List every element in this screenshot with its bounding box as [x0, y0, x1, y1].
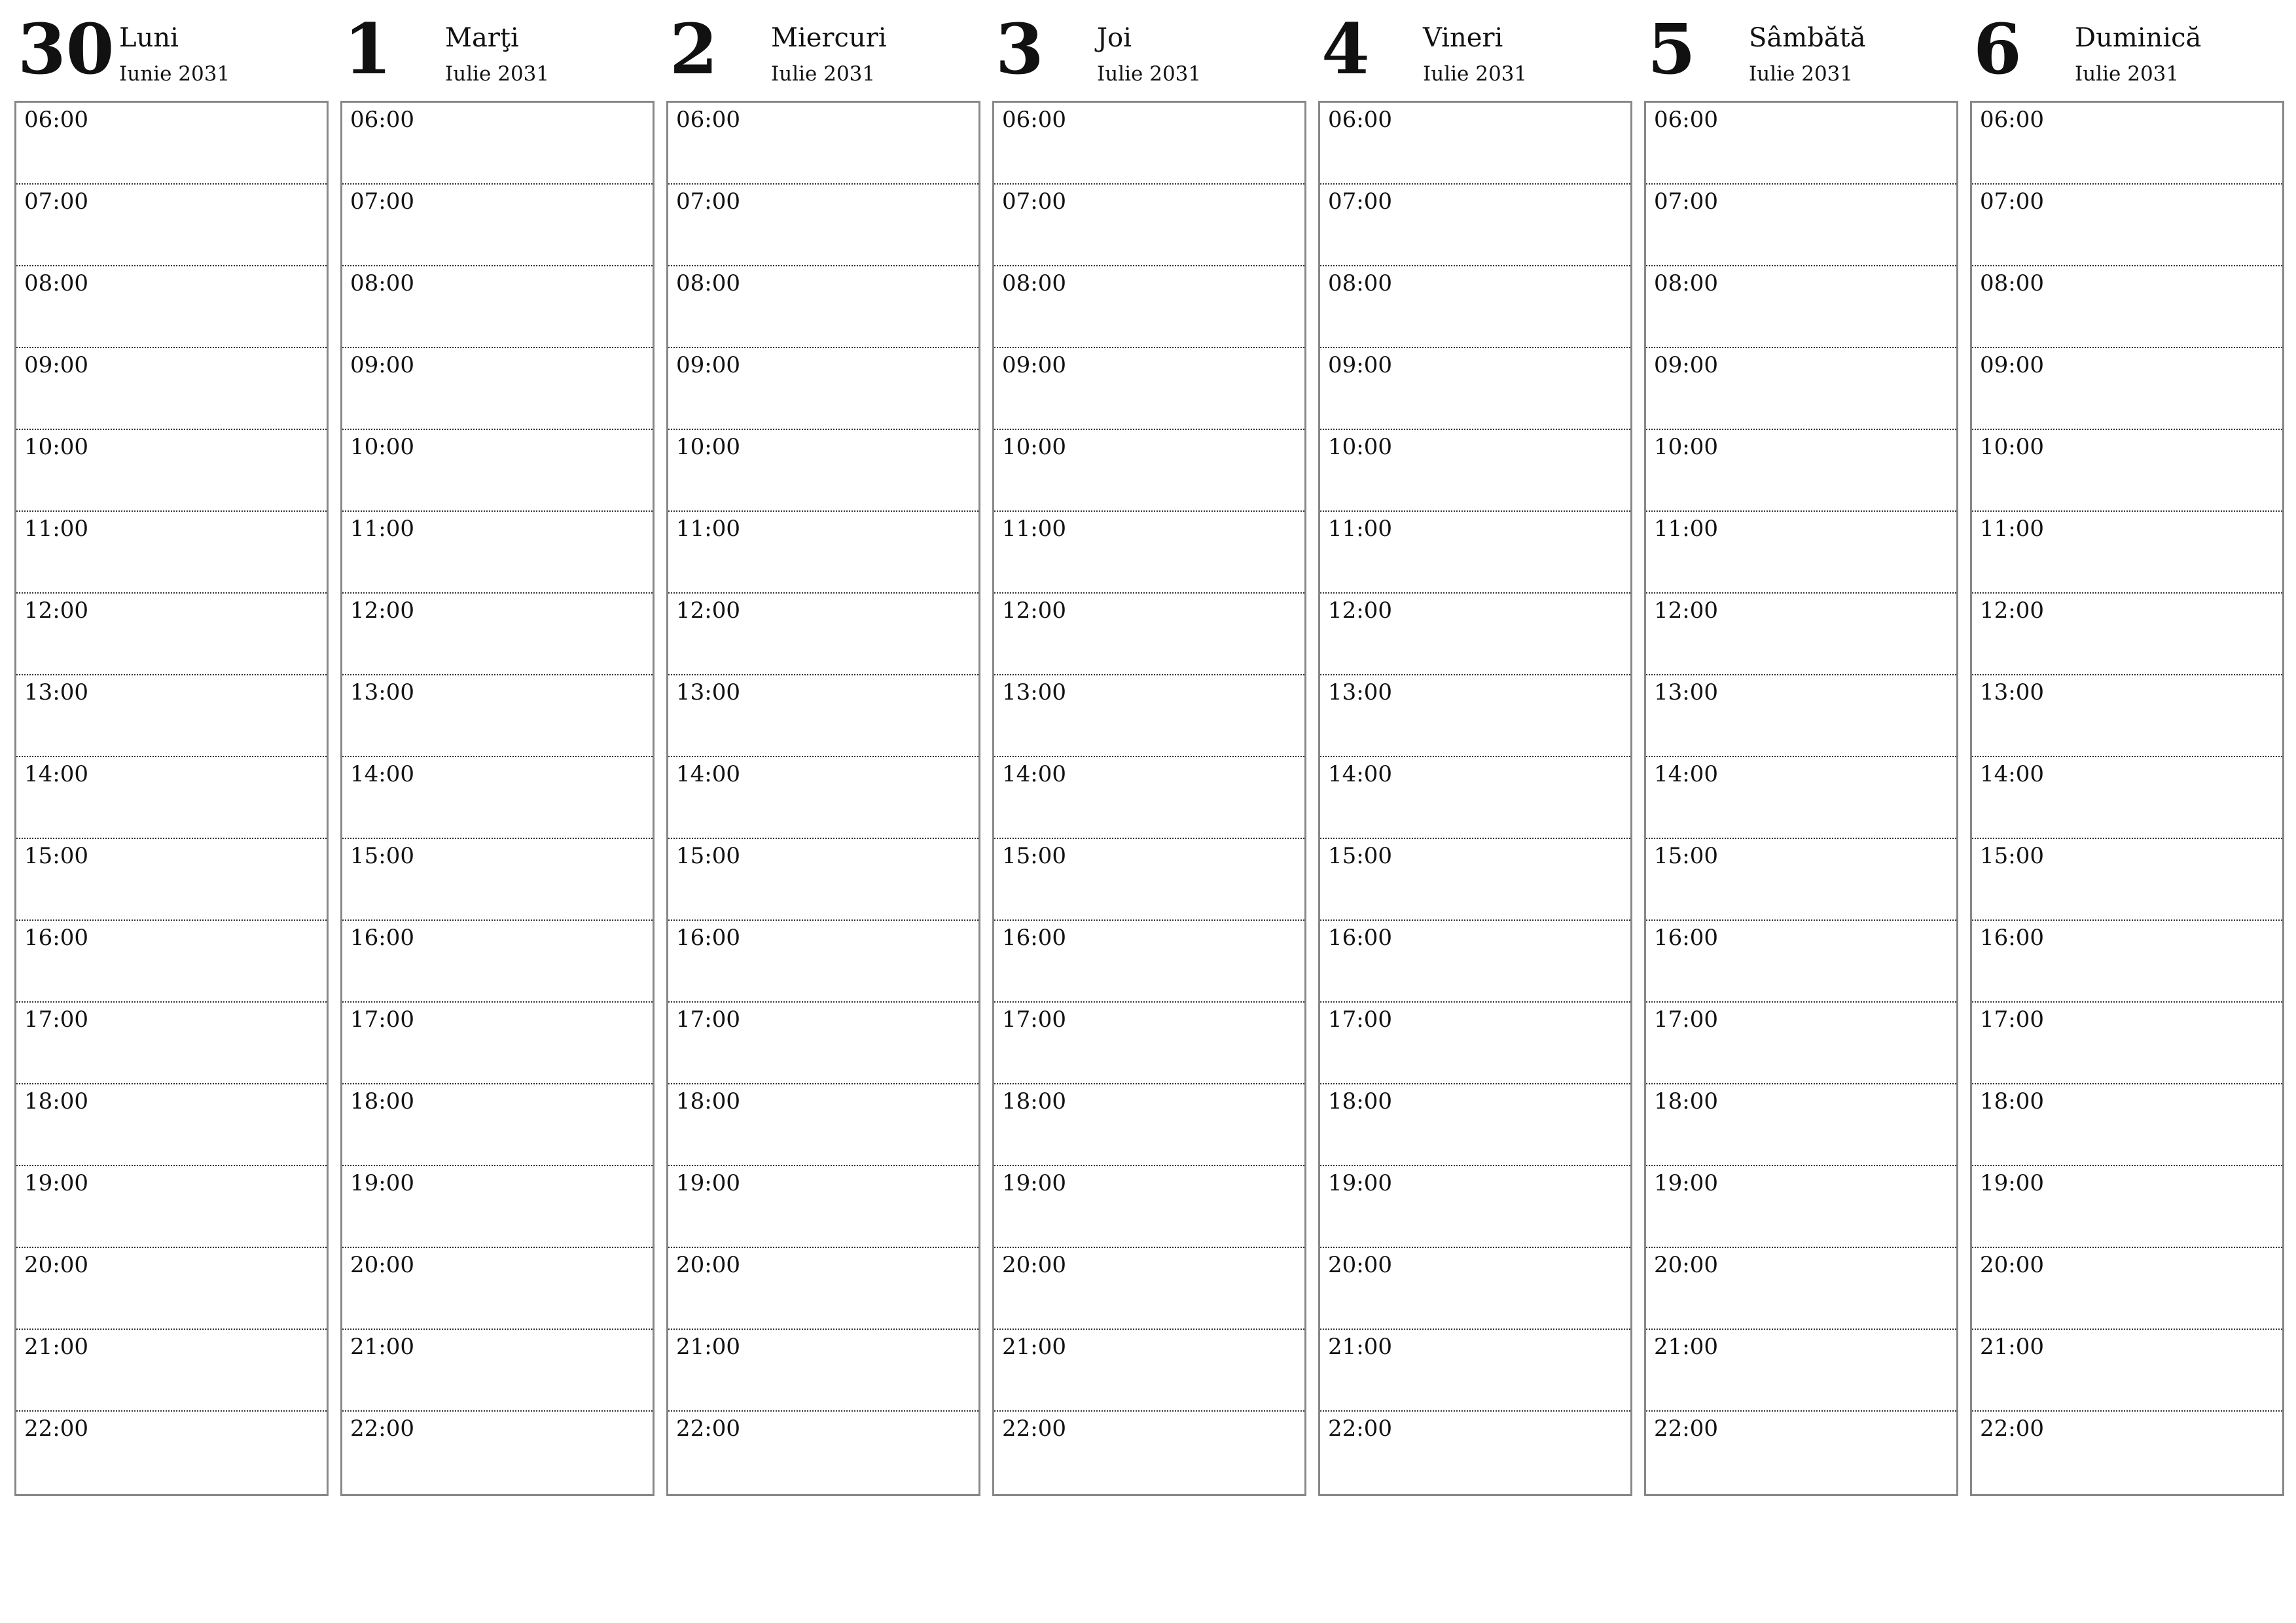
- hour-label: 09:00: [24, 352, 88, 378]
- hour-slot[interactable]: [1646, 185, 1956, 266]
- hour-slot[interactable]: [1646, 1330, 1956, 1412]
- hour-label: 06:00: [1654, 107, 1718, 133]
- hour-slot[interactable]: [994, 185, 1304, 266]
- hour-label: 08:00: [1328, 270, 1392, 296]
- hour-slot[interactable]: [994, 1248, 1304, 1330]
- hour-label: 13:00: [1980, 679, 2044, 705]
- day-header: [14, 0, 327, 98]
- day-header: [1970, 0, 2283, 98]
- hour-label: 21:00: [1654, 1334, 1718, 1360]
- hour-grid: [14, 101, 329, 1496]
- day-number: 3: [996, 8, 1044, 90]
- hour-label: 16:00: [1002, 925, 1066, 951]
- hour-slot[interactable]: [994, 103, 1304, 185]
- month-year: Iulie 2031: [1423, 62, 1528, 86]
- hour-slot[interactable]: [1972, 185, 2282, 266]
- hour-slot[interactable]: [994, 512, 1304, 594]
- hour-label: 08:00: [24, 270, 88, 296]
- hour-slot[interactable]: [16, 185, 327, 266]
- hour-slot[interactable]: [1646, 594, 1956, 675]
- hour-slot[interactable]: [1646, 512, 1956, 594]
- hour-label: 14:00: [1980, 761, 2044, 787]
- day-column: [1644, 0, 1957, 1442]
- hour-slot[interactable]: [342, 185, 653, 266]
- hour-label: 22:00: [1980, 1416, 2044, 1442]
- hour-label: 07:00: [24, 188, 88, 215]
- day-number: 5: [1647, 8, 1696, 90]
- hour-label: 19:00: [676, 1170, 740, 1196]
- hour-label: 14:00: [1654, 761, 1718, 787]
- hour-label: 06:00: [1980, 107, 2044, 133]
- hour-slot[interactable]: [1320, 1412, 1630, 1493]
- hour-slot[interactable]: [1972, 1166, 2282, 1248]
- hour-slot[interactable]: [342, 266, 653, 348]
- hour-label: 13:00: [1328, 679, 1392, 705]
- hour-slot[interactable]: [1972, 757, 2282, 839]
- hour-slot[interactable]: [1972, 675, 2282, 757]
- hour-slot[interactable]: [668, 512, 978, 594]
- hour-label: 11:00: [1328, 516, 1392, 542]
- hour-slot[interactable]: [994, 1084, 1304, 1166]
- hour-slot[interactable]: [1646, 430, 1956, 512]
- hour-label: 11:00: [350, 516, 414, 542]
- hour-label: 10:00: [1002, 434, 1066, 460]
- hour-label: 12:00: [1654, 597, 1718, 624]
- hour-label: 19:00: [1002, 1170, 1066, 1196]
- hour-label: 11:00: [1980, 516, 2044, 542]
- day-header: [1318, 0, 1631, 98]
- hour-slot[interactable]: [994, 266, 1304, 348]
- hour-label: 13:00: [350, 679, 414, 705]
- hour-label: 07:00: [1980, 188, 2044, 215]
- month-year: Iulie 2031: [2075, 62, 2179, 86]
- hour-label: 18:00: [1328, 1088, 1392, 1115]
- hour-slot[interactable]: [1972, 1248, 2282, 1330]
- hour-label: 16:00: [1328, 925, 1392, 951]
- hour-label: 15:00: [350, 843, 414, 869]
- hour-label: 09:00: [350, 352, 414, 378]
- hour-slot[interactable]: [994, 839, 1304, 921]
- hour-label: 15:00: [24, 843, 88, 869]
- hour-slot[interactable]: [16, 430, 327, 512]
- hour-label: 19:00: [1328, 1170, 1392, 1196]
- hour-slot[interactable]: [1320, 430, 1630, 512]
- hour-label: 07:00: [350, 188, 414, 215]
- hour-label: 07:00: [676, 188, 740, 215]
- hour-grid: [1318, 101, 1632, 1496]
- hour-grid: [666, 101, 980, 1496]
- hour-slot[interactable]: [668, 1412, 978, 1493]
- hour-slot[interactable]: [16, 348, 327, 430]
- day-header: [666, 0, 979, 98]
- hour-slot[interactable]: [1972, 594, 2282, 675]
- hour-slot[interactable]: [1320, 348, 1630, 430]
- hour-label: 14:00: [1328, 761, 1392, 787]
- hour-label: 12:00: [1002, 597, 1066, 624]
- hour-label: 07:00: [1654, 188, 1718, 215]
- hour-slot[interactable]: [1320, 1330, 1630, 1412]
- hour-slot[interactable]: [1972, 103, 2282, 185]
- hour-label: 08:00: [1002, 270, 1066, 296]
- hour-slot[interactable]: [342, 757, 653, 839]
- hour-label: 09:00: [676, 352, 740, 378]
- day-number: 6: [1973, 8, 2022, 90]
- hour-slot[interactable]: [16, 757, 327, 839]
- hour-slot[interactable]: [1972, 1084, 2282, 1166]
- hour-slot[interactable]: [994, 348, 1304, 430]
- hour-label: 17:00: [1980, 1007, 2044, 1033]
- hour-label: 22:00: [1002, 1416, 1066, 1442]
- hour-label: 21:00: [1002, 1334, 1066, 1360]
- hour-slot[interactable]: [342, 839, 653, 921]
- hour-label: 11:00: [676, 516, 740, 542]
- hour-label: 22:00: [350, 1416, 414, 1442]
- day-header: [340, 0, 653, 98]
- day-header: [992, 0, 1305, 98]
- hour-slot[interactable]: [1320, 512, 1630, 594]
- hour-slot[interactable]: [16, 266, 327, 348]
- hour-label: 15:00: [1002, 843, 1066, 869]
- hour-label: 14:00: [350, 761, 414, 787]
- day-column: [14, 0, 327, 1442]
- hour-slot[interactable]: [1646, 839, 1956, 921]
- day-column: [1970, 0, 2283, 1442]
- hour-label: 20:00: [1328, 1252, 1392, 1278]
- hour-slot[interactable]: [16, 1166, 327, 1248]
- hour-label: 21:00: [24, 1334, 88, 1360]
- hour-label: 16:00: [1654, 925, 1718, 951]
- hour-slot[interactable]: [994, 594, 1304, 675]
- day-column: [666, 0, 979, 1442]
- hour-slot[interactable]: [1320, 266, 1630, 348]
- hour-slot[interactable]: [1320, 1003, 1630, 1084]
- hour-slot[interactable]: [342, 430, 653, 512]
- hour-label: 19:00: [1980, 1170, 2044, 1196]
- hour-slot[interactable]: [668, 1166, 978, 1248]
- hour-label: 16:00: [1980, 925, 2044, 951]
- hour-label: 11:00: [24, 516, 88, 542]
- hour-slot[interactable]: [1972, 921, 2282, 1003]
- hour-slot[interactable]: [994, 1412, 1304, 1493]
- month-year: Iulie 2031: [445, 62, 550, 86]
- hour-label: 08:00: [1654, 270, 1718, 296]
- hour-slot[interactable]: [1320, 675, 1630, 757]
- hour-slot[interactable]: [1320, 103, 1630, 185]
- hour-slot[interactable]: [1646, 348, 1956, 430]
- hour-slot[interactable]: [342, 1003, 653, 1084]
- hour-slot[interactable]: [16, 1084, 327, 1166]
- hour-label: 13:00: [676, 679, 740, 705]
- hour-slot[interactable]: [668, 839, 978, 921]
- hour-label: 21:00: [676, 1334, 740, 1360]
- month-year: Iunie 2031: [119, 62, 230, 86]
- hour-slot[interactable]: [1646, 757, 1956, 839]
- hour-label: 17:00: [350, 1007, 414, 1033]
- hour-label: 07:00: [1002, 188, 1066, 215]
- hour-label: 06:00: [1328, 107, 1392, 133]
- hour-slot[interactable]: [668, 675, 978, 757]
- hour-label: 18:00: [1002, 1088, 1066, 1115]
- hour-label: 16:00: [350, 925, 414, 951]
- hour-slot[interactable]: [668, 1248, 978, 1330]
- hour-label: 20:00: [676, 1252, 740, 1278]
- hour-slot[interactable]: [342, 594, 653, 675]
- hour-slot[interactable]: [1320, 839, 1630, 921]
- hour-label: 07:00: [1328, 188, 1392, 215]
- hour-label: 21:00: [1980, 1334, 2044, 1360]
- hour-label: 17:00: [676, 1007, 740, 1033]
- hour-slot[interactable]: [1320, 1248, 1630, 1330]
- hour-slot[interactable]: [342, 1084, 653, 1166]
- hour-label: 15:00: [1654, 843, 1718, 869]
- hour-label: 14:00: [1002, 761, 1066, 787]
- hour-label: 09:00: [1328, 352, 1392, 378]
- day-column: [1318, 0, 1631, 1442]
- hour-slot[interactable]: [16, 1003, 327, 1084]
- hour-label: 17:00: [1328, 1007, 1392, 1033]
- hour-label: 14:00: [676, 761, 740, 787]
- hour-slot[interactable]: [994, 675, 1304, 757]
- hour-label: 12:00: [24, 597, 88, 624]
- hour-label: 12:00: [1328, 597, 1392, 624]
- hour-slot[interactable]: [668, 103, 978, 185]
- hour-slot[interactable]: [342, 348, 653, 430]
- hour-slot[interactable]: [994, 757, 1304, 839]
- weekday-name: Sâmbătă: [1749, 23, 1866, 53]
- hour-slot[interactable]: [16, 103, 327, 185]
- hour-slot[interactable]: [1972, 266, 2282, 348]
- hour-slot[interactable]: [16, 512, 327, 594]
- hour-label: 12:00: [676, 597, 740, 624]
- hour-label: 18:00: [1654, 1088, 1718, 1115]
- hour-slot[interactable]: [668, 185, 978, 266]
- hour-label: 17:00: [1002, 1007, 1066, 1033]
- hour-label: 20:00: [350, 1252, 414, 1278]
- hour-label: 08:00: [676, 270, 740, 296]
- hour-slot[interactable]: [1972, 512, 2282, 594]
- hour-label: 14:00: [24, 761, 88, 787]
- hour-slot[interactable]: [1972, 430, 2282, 512]
- hour-label: 08:00: [350, 270, 414, 296]
- hour-label: 20:00: [1980, 1252, 2044, 1278]
- hour-label: 08:00: [1980, 270, 2044, 296]
- month-year: Iulie 2031: [1097, 62, 1202, 86]
- weekday-name: Duminică: [2075, 23, 2202, 53]
- hour-slot[interactable]: [668, 348, 978, 430]
- hour-label: 12:00: [350, 597, 414, 624]
- hour-label: 10:00: [676, 434, 740, 460]
- hour-slot[interactable]: [1646, 675, 1956, 757]
- hour-label: 18:00: [24, 1088, 88, 1115]
- hour-label: 21:00: [1328, 1334, 1392, 1360]
- weekday-name: Joi: [1097, 23, 1132, 53]
- hour-slot[interactable]: [16, 921, 327, 1003]
- hour-slot[interactable]: [668, 757, 978, 839]
- hour-label: 18:00: [676, 1088, 740, 1115]
- hour-slot[interactable]: [1320, 757, 1630, 839]
- hour-slot[interactable]: [342, 103, 653, 185]
- hour-slot[interactable]: [1972, 348, 2282, 430]
- hour-grid: [1970, 101, 2284, 1496]
- hour-label: 22:00: [1654, 1416, 1718, 1442]
- hour-label: 17:00: [1654, 1007, 1718, 1033]
- day-number: 4: [1321, 8, 1370, 90]
- hour-slot[interactable]: [1972, 1412, 2282, 1493]
- hour-slot[interactable]: [342, 1248, 653, 1330]
- hour-label: 22:00: [1328, 1416, 1392, 1442]
- hour-label: 11:00: [1002, 516, 1066, 542]
- hour-slot[interactable]: [342, 1330, 653, 1412]
- day-number: 1: [344, 8, 392, 90]
- hour-label: 20:00: [1654, 1252, 1718, 1278]
- hour-label: 13:00: [1654, 679, 1718, 705]
- hour-slot[interactable]: [1320, 921, 1630, 1003]
- weekday-name: Vineri: [1423, 23, 1503, 53]
- hour-label: 12:00: [1980, 597, 2044, 624]
- hour-label: 11:00: [1654, 516, 1718, 542]
- hour-slot[interactable]: [1320, 594, 1630, 675]
- hour-label: 13:00: [1002, 679, 1066, 705]
- hour-label: 20:00: [24, 1252, 88, 1278]
- hour-slot[interactable]: [994, 430, 1304, 512]
- hour-slot[interactable]: [668, 266, 978, 348]
- day-number: 2: [670, 8, 718, 90]
- hour-slot[interactable]: [1972, 839, 2282, 921]
- hour-slot[interactable]: [1646, 1248, 1956, 1330]
- day-column: [340, 0, 653, 1442]
- month-year: Iulie 2031: [771, 62, 876, 86]
- hour-label: 06:00: [24, 107, 88, 133]
- hour-slot[interactable]: [1646, 1084, 1956, 1166]
- hour-label: 22:00: [24, 1416, 88, 1442]
- hour-slot[interactable]: [994, 1003, 1304, 1084]
- hour-slot[interactable]: [342, 512, 653, 594]
- hour-label: 18:00: [1980, 1088, 2044, 1115]
- weekday-name: Marţi: [445, 23, 519, 53]
- hour-label: 06:00: [350, 107, 414, 133]
- day-header: [1644, 0, 1957, 98]
- hour-slot[interactable]: [994, 1166, 1304, 1248]
- month-year: Iulie 2031: [1749, 62, 1854, 86]
- hour-label: 17:00: [24, 1007, 88, 1033]
- hour-slot[interactable]: [16, 594, 327, 675]
- weekday-name: Miercuri: [771, 23, 887, 53]
- hour-slot[interactable]: [1320, 1166, 1630, 1248]
- hour-label: 10:00: [1980, 434, 2044, 460]
- hour-label: 10:00: [1654, 434, 1718, 460]
- hour-label: 10:00: [350, 434, 414, 460]
- hour-label: 16:00: [676, 925, 740, 951]
- hour-slot[interactable]: [1972, 1330, 2282, 1412]
- hour-slot[interactable]: [342, 921, 653, 1003]
- hour-slot[interactable]: [342, 1166, 653, 1248]
- hour-label: 19:00: [24, 1170, 88, 1196]
- hour-label: 22:00: [676, 1416, 740, 1442]
- hour-grid: [992, 101, 1306, 1496]
- hour-label: 06:00: [1002, 107, 1066, 133]
- hour-slot[interactable]: [668, 594, 978, 675]
- hour-slot[interactable]: [1320, 1084, 1630, 1166]
- weekday-name: Luni: [119, 23, 179, 53]
- hour-slot[interactable]: [668, 921, 978, 1003]
- hour-label: 15:00: [1980, 843, 2044, 869]
- hour-slot[interactable]: [994, 921, 1304, 1003]
- hour-slot[interactable]: [342, 675, 653, 757]
- hour-slot[interactable]: [1646, 103, 1956, 185]
- hour-label: 13:00: [24, 679, 88, 705]
- hour-label: 10:00: [24, 434, 88, 460]
- day-column: [992, 0, 1305, 1442]
- hour-label: 20:00: [1002, 1252, 1066, 1278]
- hour-slot[interactable]: [1646, 266, 1956, 348]
- hour-slot[interactable]: [668, 1330, 978, 1412]
- hour-slot[interactable]: [16, 1330, 327, 1412]
- hour-grid: [340, 101, 655, 1496]
- hour-label: 15:00: [1328, 843, 1392, 869]
- hour-label: 19:00: [350, 1170, 414, 1196]
- hour-label: 09:00: [1654, 352, 1718, 378]
- hour-slot[interactable]: [1646, 1003, 1956, 1084]
- hour-slot[interactable]: [1972, 1003, 2282, 1084]
- hour-grid: [1644, 101, 1958, 1496]
- hour-label: 15:00: [676, 843, 740, 869]
- hour-slot[interactable]: [668, 430, 978, 512]
- hour-label: 09:00: [1980, 352, 2044, 378]
- hour-slot[interactable]: [668, 1084, 978, 1166]
- hour-slot[interactable]: [1646, 1166, 1956, 1248]
- hour-slot[interactable]: [16, 1248, 327, 1330]
- hour-label: 06:00: [676, 107, 740, 133]
- hour-slot[interactable]: [1320, 185, 1630, 266]
- hour-slot[interactable]: [1646, 921, 1956, 1003]
- hour-slot[interactable]: [16, 675, 327, 757]
- day-number: 30: [18, 8, 115, 90]
- hour-slot[interactable]: [342, 1412, 653, 1493]
- hour-label: 21:00: [350, 1334, 414, 1360]
- hour-label: 19:00: [1654, 1170, 1718, 1196]
- hour-slot[interactable]: [994, 1330, 1304, 1412]
- hour-label: 18:00: [350, 1088, 414, 1115]
- hour-label: 10:00: [1328, 434, 1392, 460]
- hour-slot[interactable]: [16, 1412, 327, 1493]
- hour-label: 09:00: [1002, 352, 1066, 378]
- hour-slot[interactable]: [1646, 1412, 1956, 1493]
- hour-label: 16:00: [24, 925, 88, 951]
- hour-slot[interactable]: [16, 839, 327, 921]
- hour-slot[interactable]: [668, 1003, 978, 1084]
